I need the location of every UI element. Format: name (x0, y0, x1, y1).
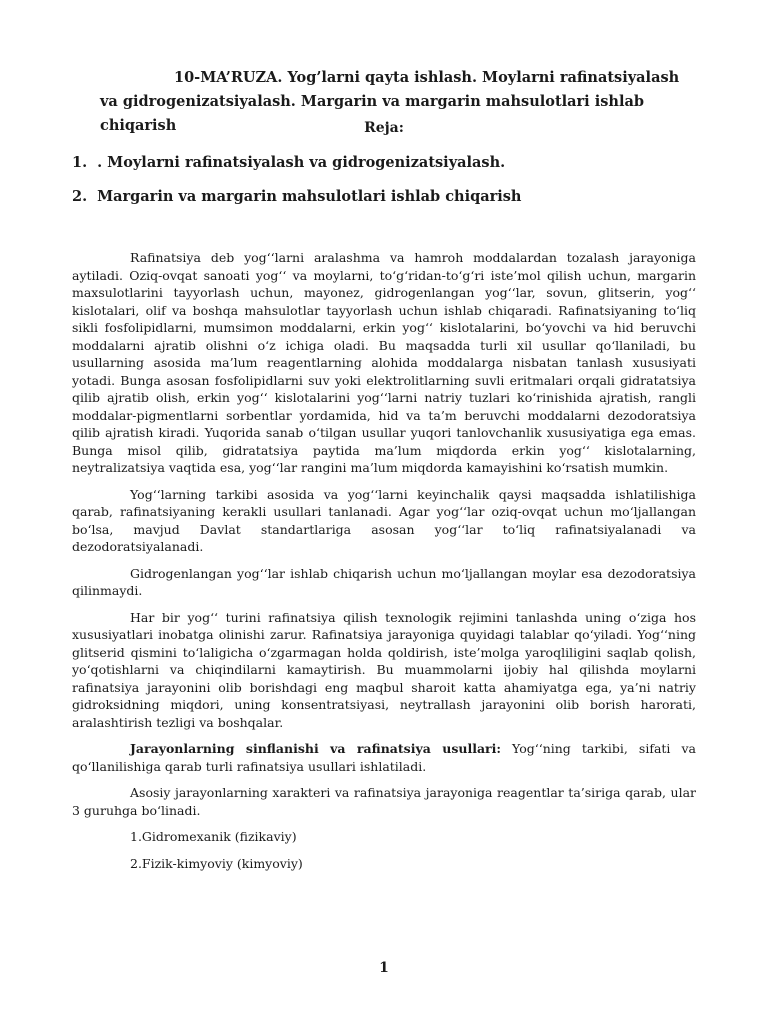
list-item: 2.Fizik-kimyoviy (kimyoviy) (130, 855, 303, 871)
classification-text: Yog‘‘ning tarkibi, sifati va qo‘llanilishiga qarab turli rafinatsiya usullari ishlatiladi. (72, 741, 696, 774)
paragraph-classification (72, 740, 696, 775)
plan-item-number: 1. (72, 154, 88, 171)
lecture-title: 10-MA’RUZA. Yog’larni qayta ishlash. Moylarni rafinatsiyalash va gidrogenizatsiyalash. Margarin va margarin mahsulotlari ishlab chiqarish (100, 69, 680, 134)
plan-item-1 (72, 154, 712, 171)
plan-item-text: Margarin va margarin mahsulotlari ishlab chiqarish (97, 188, 522, 205)
classification-heading: Jarayonlarning sinflanishi va rafinatsiya usullari: (130, 741, 501, 756)
paragraph-method-selection: Yog‘‘larning tarkibi asosida va yog‘‘larni keyinchalik qaysi maqsadda ishlatilishiga qarab, rafinatsiyaning kerakli usullari tanlanadi. Agar yog‘‘lar oziq-ovqat uchun mo‘ljallangan bo‘lsa, mavjud Davlat standartlariga asosan yog‘‘lar to‘liq rafinatsiyalanadi va dezodoratsiyalanadi. (72, 486, 696, 554)
plan-item-text: . Moylarni rafinatsiyalash va gidrogenizatsiyalash. (97, 154, 506, 171)
paragraph-requirements: Har bir yog‘‘ turini rafinatsiya qilish texnologik rejimini tanlashda uning o‘ziga hos xususiyatlari inobatga olinishi zarur. Rafinatsiya jarayoniga quyidagi talablar qo‘yiladi. Yog‘‘ning glitserid qismini to‘laligicha o‘zgarmagan holda qoldirish, iste’molga yaroqliligini saqlab qolish, yo‘qotishlarni va chiqindilarni kamaytirish. Bu muammolarni ijobiy hal qilishda moylarni rafinatsiya jarayonini olib borishdagi eng maqbul sharoit katta ahamiyatga ega, ya’ni natriy gidroksidning miqdori, uning konsentratsiyasi, neytrallash jarayonini olib borish harorati, aralashtirish tezligi va boshqalar. (72, 609, 696, 730)
plan-item-number: 2. (72, 188, 88, 205)
page-number: 1 (379, 960, 389, 976)
paragraph-rafinatsiya-definition: Rafinatsiya deb yog‘‘larni aralashma va hamroh moddalardan tozalash jarayoniga aytiladi. Oziq-ovqat sanoati yog‘‘ va moylarni, to‘g‘ridan-to‘g‘ri iste’mol qilish uchun, margarin maxsulotlarini tayyorlash uchun, mayonez, gidrogenlangan yog‘‘lar, sovun, glitserin, yog‘‘ kislotalari, olif va boshqa mahsulotlar tayyorlash uchun ishlab chiqaradi. Rafinatsiyaning to‘liq sikli fosfolipidlarni, mumsimon moddalarni, erkin yog‘‘ kislotalarini, bo‘yovchi va hid beruvchi moddalarni ajratib olishni o‘z ichiga oladi. Bu maqsadda turli xil usullar qo‘llaniladi, bu usullarning asosida ma’lum reagentlarning alohida moddalarga nisbatan tanlash xususiyati yotadi. Bunga asosan fosfolipidlarni suv yoki elektrolitlarning suvli eritmalari orqali gidratatsiya qilib ajratib olish, erkin yog‘‘ kislotalarini yog‘‘larni natriy tuzlari ko‘rinishida ajratish, rangli moddalar-pigmentlarni sorbentlar yordamida, hid va ta’m beruvchi moddalarni dezodoratsiya qilib ajratish kiradi. Yuqorida sanab o‘tilgan usullar yuqori tanlovchanlik xususiyatiga ega emas. Bunga misol qilib, gidratatsiya paytida ma’lum miqdorda erkin yog‘‘ kislotalarning, neytralizatsiya vaqtida esa, yog‘‘lar rangini ma’lum miqdorda kamayishini ko‘rsatish mumkin. (72, 250, 696, 475)
plan-item-2 (72, 188, 712, 205)
plan-heading: Reja: (364, 120, 404, 136)
list-item: 1.Gidromexanik (fizikaviy) (130, 829, 297, 844)
paragraph-hydrogenated-oils: Gidrogenlangan yog‘‘lar ishlab chiqarish uchun mo‘ljallangan moylar esa dezodoratsiya qilinmaydi. (72, 565, 696, 598)
document-body (72, 249, 696, 881)
paragraph-groups: Asosiy jarayonlarning xarakteri va rafinatsiya jarayoniga reagentlar ta’siriga qarab, ular 3 guruhga bo‘linadi. (72, 785, 696, 818)
